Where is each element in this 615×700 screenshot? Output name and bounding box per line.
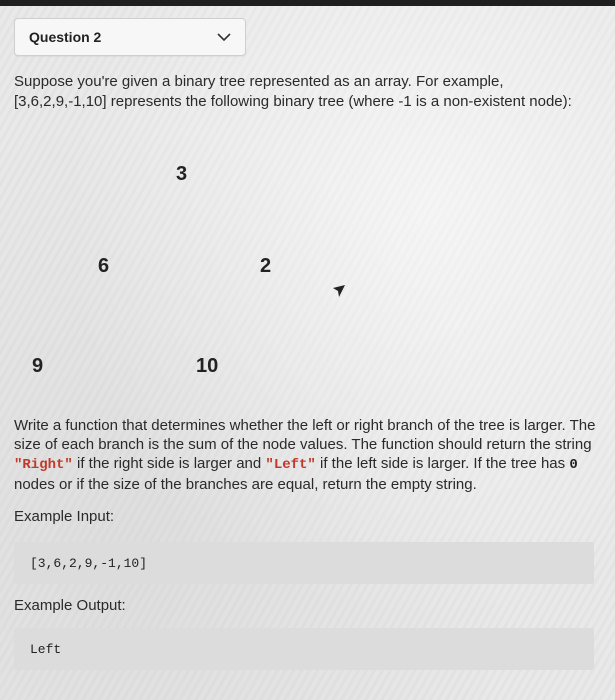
desc-text-1: Write a function that determines whether the left or right branch of the tree is larger. The size of each branch is the sum of the node values. The function should return the string <box>14 417 596 453</box>
question-description <box>14 416 604 494</box>
tree-node-right: 2 <box>260 255 272 277</box>
tree-node-left-left: 9 <box>32 355 44 377</box>
tree-node-left: 6 <box>98 255 110 277</box>
example-output-label: Example Output: <box>14 597 126 614</box>
code-right-word: "Right" <box>14 457 73 473</box>
chevron-down-icon[interactable] <box>217 33 231 42</box>
intro-line-2: [3,6,2,9,-1,10] represents the following binary tree (where -1 is a non-existent node): <box>14 93 572 110</box>
code-left-word: "Left" <box>265 457 316 473</box>
intro-line-1: Suppose you're given a binary tree represented as an array. For example, <box>14 73 504 90</box>
example-input-label: Example Input: <box>14 508 115 525</box>
tree-node-right-left: 10 <box>196 355 219 377</box>
question-title: Question 2 <box>29 29 102 45</box>
code-zero: 0 <box>569 457 578 473</box>
example-input-code: [3,6,2,9,-1,10] <box>14 542 594 584</box>
question-intro <box>14 72 604 112</box>
desc-text-2: if the right side is larger and <box>72 455 266 472</box>
tree-node-root: 3 <box>176 163 188 185</box>
question-collapse-header[interactable] <box>14 18 246 56</box>
mouse-cursor-icon <box>332 284 346 303</box>
top-bar <box>0 0 615 6</box>
desc-text-4: nodes or if the size of the branches are equal, return the empty string. <box>14 476 477 493</box>
desc-text-3: if the left side is larger. If the tree has <box>315 455 570 472</box>
example-output-code: Left <box>14 628 594 670</box>
